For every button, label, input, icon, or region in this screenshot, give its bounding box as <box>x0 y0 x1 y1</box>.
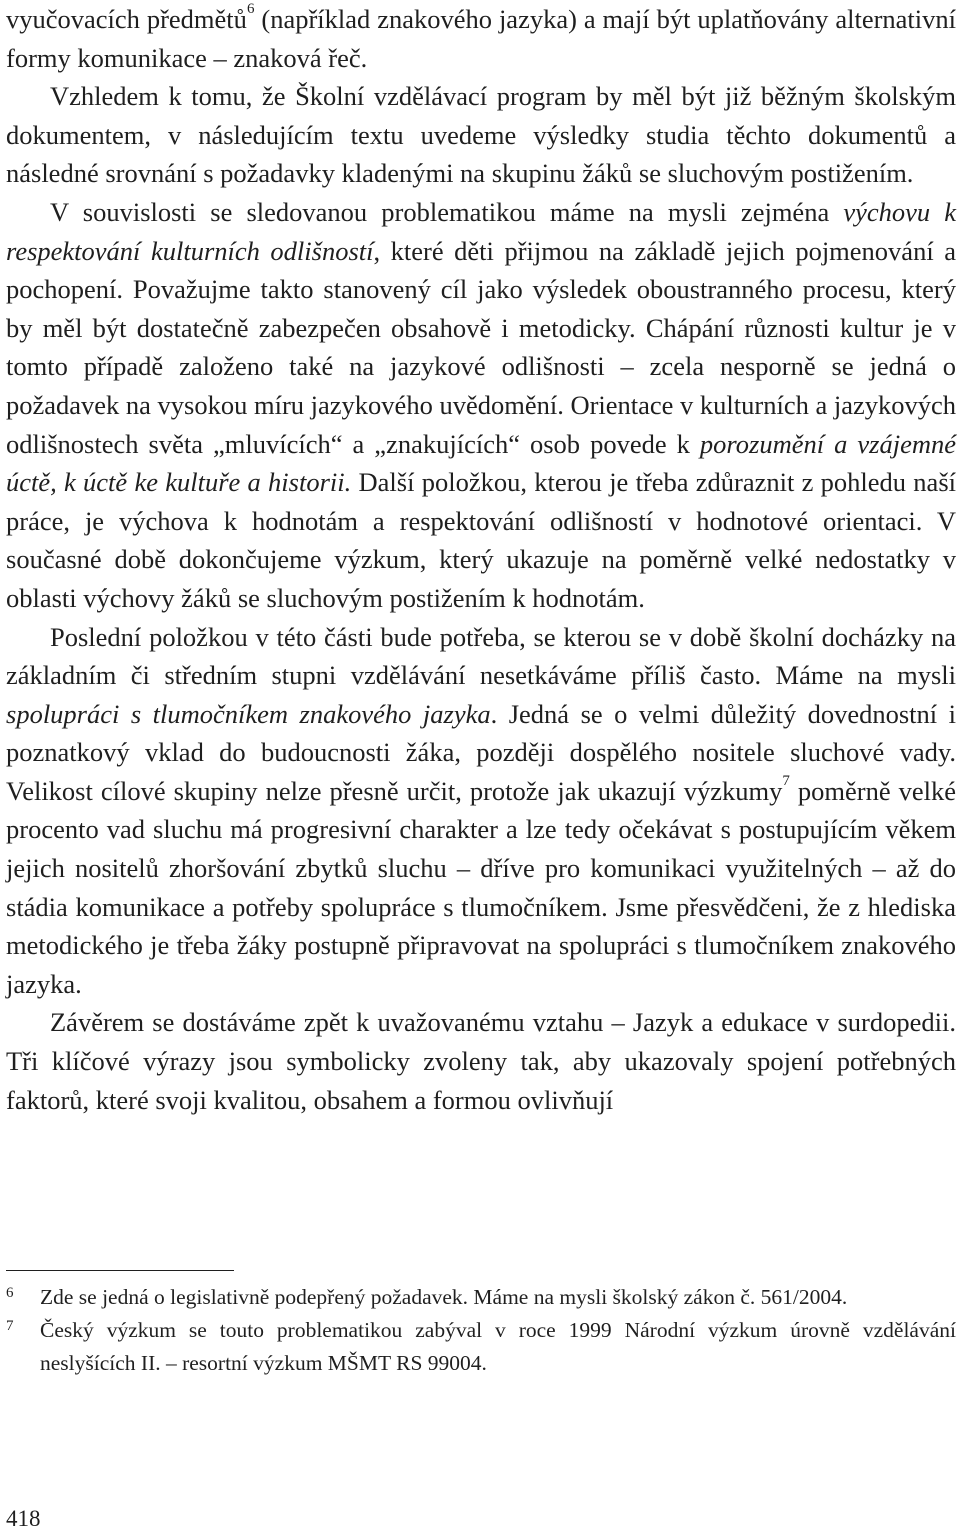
paragraph-4-emphasis-1: spolupráci s tlumočníkem znakového jazyka <box>6 698 491 729</box>
footnote-text: Český výzkum se touto problematikou zabýval v roce 1999 Národní výzkum úrovně vzdělávání neslyšících II. – resortní výzkum MŠMT RS 99004. <box>40 1318 956 1375</box>
main-text <box>6 0 956 1119</box>
paragraph-3-text-b: , které děti přijmou na základě jejich pojmenování a pochopení. Považujme takto stanovený cíl jako výsledek oboustranného procesu, který by měl být dostatečně zabezpečen obsahově i metodicky. Chápání různosti kultur je v tomto případě založeno také na jazykové odlišnosti – zcela nesporně se jedná o požadavek na vysokou míru jazykového uvědomění. Orientace v kulturních a jazykových odlišnostech světa „mluvících“ a „znakujících“ osob povede k <box>6 235 957 459</box>
paragraph-1-text-b: (například znakového jazyka) a mají být uplatňovány alternativní formy komunikace – znaková řeč. <box>6 4 957 73</box>
paragraph-3 <box>6 193 956 618</box>
paragraph-3-text-a: V souvislosti se sledovanou problematikou máme na mysli zejména <box>50 196 844 227</box>
footnotes <box>6 1281 956 1380</box>
paragraph-3-emphasis-1: výchovu k respektování kulturních odlišností <box>6 196 957 266</box>
paragraph-4 <box>6 618 956 1004</box>
paragraph-1 <box>6 0 956 77</box>
paragraph-4-text-a: Poslední položkou v této části bude potřeba, se kterou se v době školní docházky na základním či středním stupni vzdělávání nesetkáváme příliš často. Máme na mysli <box>6 621 956 691</box>
paragraph-3-text-c: Další položkou, kterou je třeba zdůraznit z pohledu naší práce, je výchova k hodnotám a respektování odlišností v hodnotové orientaci. V současné době dokončujeme výzkum, který ukazuje na poměrně velké nedostatky v oblasti výchovy žáků se sluchovým postižením k hodnotám. <box>6 467 956 613</box>
paragraph-4-text-b: . Jedná se o velmi důležitý dovednostní i poznatkový vklad do budoucnosti žáka, později dospělého nositele sluchové vady. Velikost cílové skupiny nelze přesně určit, protože jak ukazují výzkumy <box>6 698 956 806</box>
paragraph-4-text-c: poměrně velké procento vad sluchu má progresivní charakter a lze tedy očekávat s postupujícím věkem jejich nositelů zhoršování zbytků sluchu – dříve pro komunikaci využitelných – až do stádia komunikace a potřeby spolupráce s tlumočníkem. Jsme přesvědčeni, že z hlediska metodického je třeba žáky postupně připravovat na spolupráci s tlumočníkem znakového jazyka. <box>6 775 956 999</box>
footnote-number: 7 <box>6 1318 14 1334</box>
page-number: 418 <box>6 1506 41 1531</box>
page-body <box>6 0 956 1119</box>
paragraph-1-text-a: vyučovacích předmětů <box>6 4 247 34</box>
paragraph-5: Závěrem se dostáváme zpět k uvažovanému vztahu – Jazyk a edukace v surdopedii. Tři klíčové výrazy jsou symbolicky zvoleny tak, aby ukazovaly spojení potřebných faktorů, které svoji kvalitou, obsahem a formou ovlivňují <box>6 1007 956 1115</box>
footnote-divider <box>6 1270 234 1271</box>
footnote-text: Zde se jedná o legislativně podepřený požadavek. Máme na mysli školský zákon č. 561/2004. <box>40 1285 848 1309</box>
paragraph-3-emphasis-2: porozumění a vzájemné úctě, k úctě ke kultuře a historii. <box>6 428 956 498</box>
footnote-ref-7: 7 <box>782 772 790 789</box>
paragraph-2: Vzhledem k tomu, že Školní vzdělávací program by měl být již běžným školským dokumentem, v následujícím textu uvedeme výsledky studia těchto dokumentů a následné srovnání s požadavky kladenými na skupinu žáků se sluchovým postižením. <box>6 81 956 189</box>
footnote-6 <box>6 1281 956 1314</box>
footnote-number: 6 <box>6 1285 14 1301</box>
footnote-7 <box>6 1314 956 1380</box>
footnote-ref-6: 6 <box>246 1 255 17</box>
